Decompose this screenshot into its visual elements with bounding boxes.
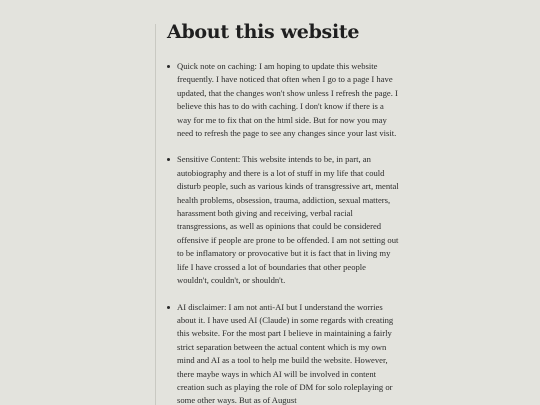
note-text: AI disclaimer: I am not anti-AI but I understand the worries about it. I have used AI (Claude) in some regards with creating this website. For the most part I believe in maintaining a fairly strict separation between the actual content which is my own mind and AI as a tool to help me build the website. However, there maybe ways in which AI will be involved in content creation such as playing the role of DM for solo roleplaying or some other ways. But as of August bbox=[177, 301, 394, 405]
notes-list bbox=[167, 60, 399, 405]
note-text: Sensitive Content: This website intends to be, in part, an autobiography and there is a lot of stuff in my life that could disturb people, such as various kinds of transgressive art, mental health problems, obsession, trauma, addiction, sexual matters, harassment both giving and receiving, verbal racial transgressions, as well as opinions that could be considered offensive if people are prone to be offended. I am not setting out to be inflamatory or provocative but it is fact that in living my life I have crossed a lot of boundaries that other people wouldn't, couldn't, or shouldn't. bbox=[177, 154, 399, 286]
note-text: Quick note on caching: I am hoping to update this website frequently. I have noticed that often when I go to a page I have updated, that the changes won't show unless I refresh the page. I believe this has to do with caching. I don't know if there is a way for me to fix that on the html side. But for now you may need to refresh the page to see any changes since your last visit. bbox=[177, 61, 398, 139]
page-title: About this website bbox=[167, 21, 360, 43]
note-caching bbox=[167, 60, 399, 140]
bullet-icon bbox=[167, 158, 170, 161]
main-content bbox=[167, 16, 399, 405]
note-sensitive-content bbox=[167, 153, 399, 287]
bullet-icon bbox=[167, 65, 170, 68]
content-divider-line bbox=[155, 24, 156, 405]
bullet-icon bbox=[167, 306, 170, 309]
note-ai-disclaimer bbox=[167, 301, 399, 405]
